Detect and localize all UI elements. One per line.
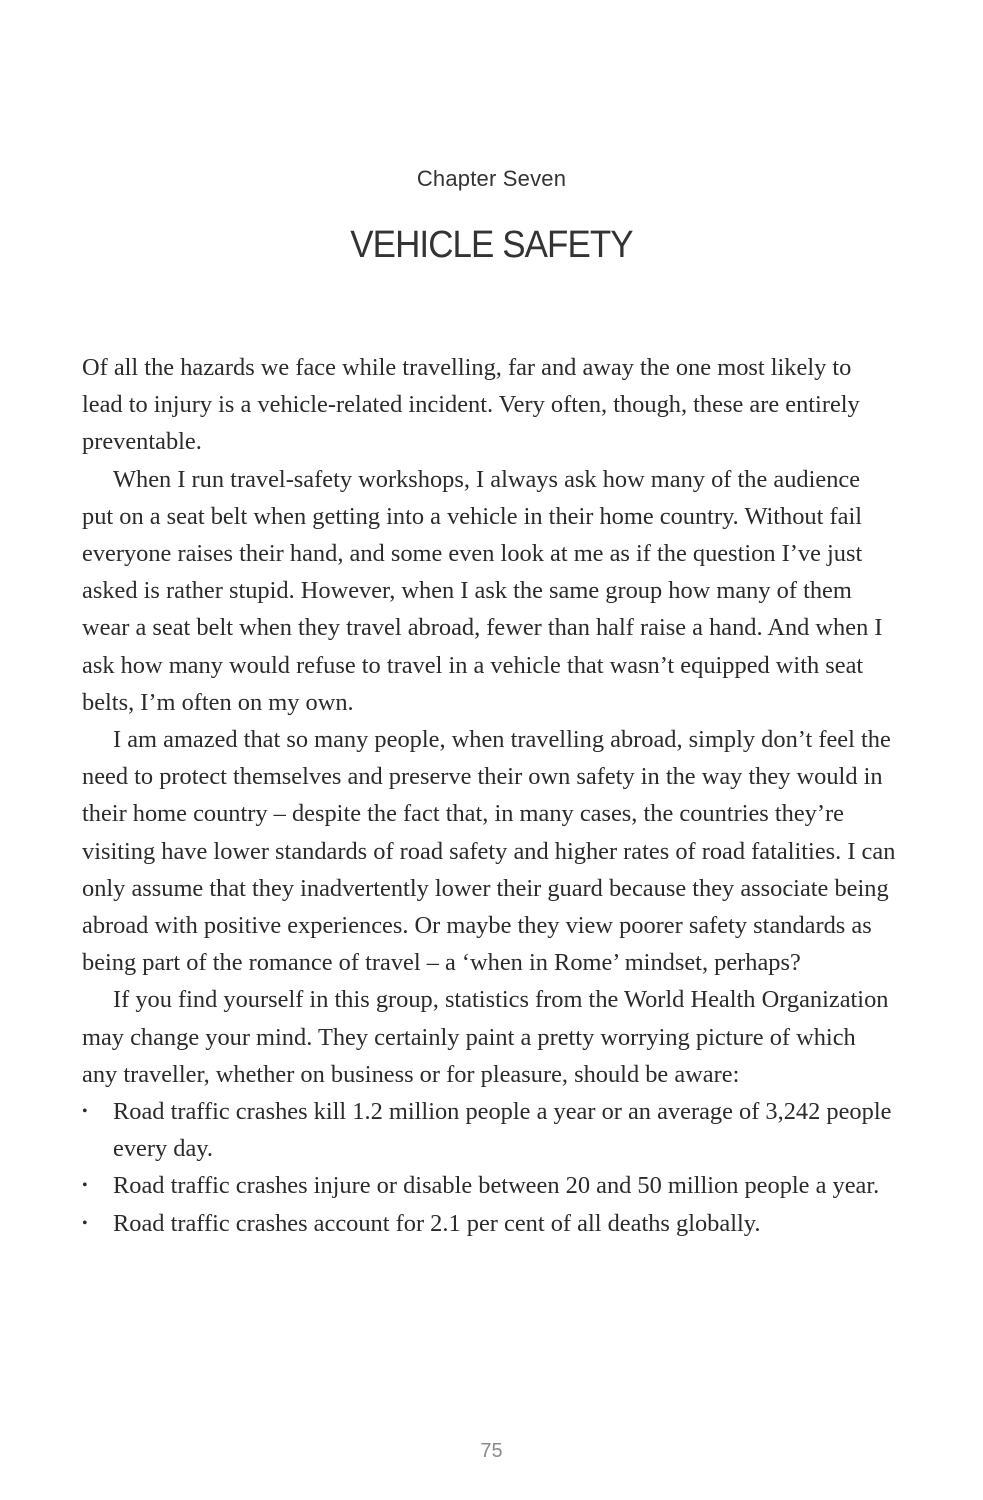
- paragraph-4: If you find yourself in this group, statistics from the World Health Organization may change your mind. They certainly paint a pretty worrying picture of which any traveller, whether on business or for pleasure, should be aware:: [82, 986, 889, 1088]
- list-item: [82, 1205, 897, 1242]
- list-item: [82, 1093, 897, 1167]
- chapter-title: VEHICLE SAFETY: [350, 224, 633, 266]
- list-item-text: Road traffic crashes injure or disable between 20 and 50 million people a year.: [113, 1172, 880, 1200]
- list-item: [82, 1167, 897, 1204]
- statistics-list: [82, 1093, 897, 1242]
- bullet-icon: •: [82, 1214, 88, 1232]
- bullet-icon: •: [82, 1177, 88, 1195]
- page-number: 75: [480, 1440, 503, 1462]
- list-item-text: Road traffic crashes account for 2.1 per cent of all deaths globally.: [113, 1209, 761, 1237]
- list-item-text: Road traffic crashes kill 1.2 million people a year or an average of 3,242 people every day.: [113, 1098, 892, 1163]
- chapter-label: Chapter Seven: [416, 166, 567, 191]
- paragraph-1: Of all the hazards we face while travelling, far and away the one most likely to lead to injury is a vehicle-related incident. Very often, though, these are entirely preventable.: [82, 354, 860, 456]
- paragraph-2: When I run travel-safety workshops, I always ask how many of the audience put on a seat belt when getting into a vehicle in their home country. Without fail everyone raises their hand, and some even look at me as if the question I’ve just asked is rather stupid. However, when I ask the same group how many of them wear a seat belt when they travel abroad, fewer than half raise a hand. And when I ask how many would refuse to travel in a vehicle that wasn’t equipped with seat belts, I’m often on my own.: [82, 465, 883, 716]
- body-text: [82, 349, 897, 1242]
- paragraph-3: I am amazed that so many people, when travelling abroad, simply don’t feel the need to protect themselves and preserve their own safety in the way they would in their home country – despite the fact that, in many cases, the countries they’re visiting have lower standards of road safety and higher rates of road fatalities. I can only assume that they inadvertently lower their guard because they associate being abroad with positive experiences. Or maybe they view poorer safety standards as being part of the romance of travel – a ‘when in Rome’ mindset, perhaps?: [82, 726, 896, 977]
- bullet-icon: •: [82, 1103, 88, 1121]
